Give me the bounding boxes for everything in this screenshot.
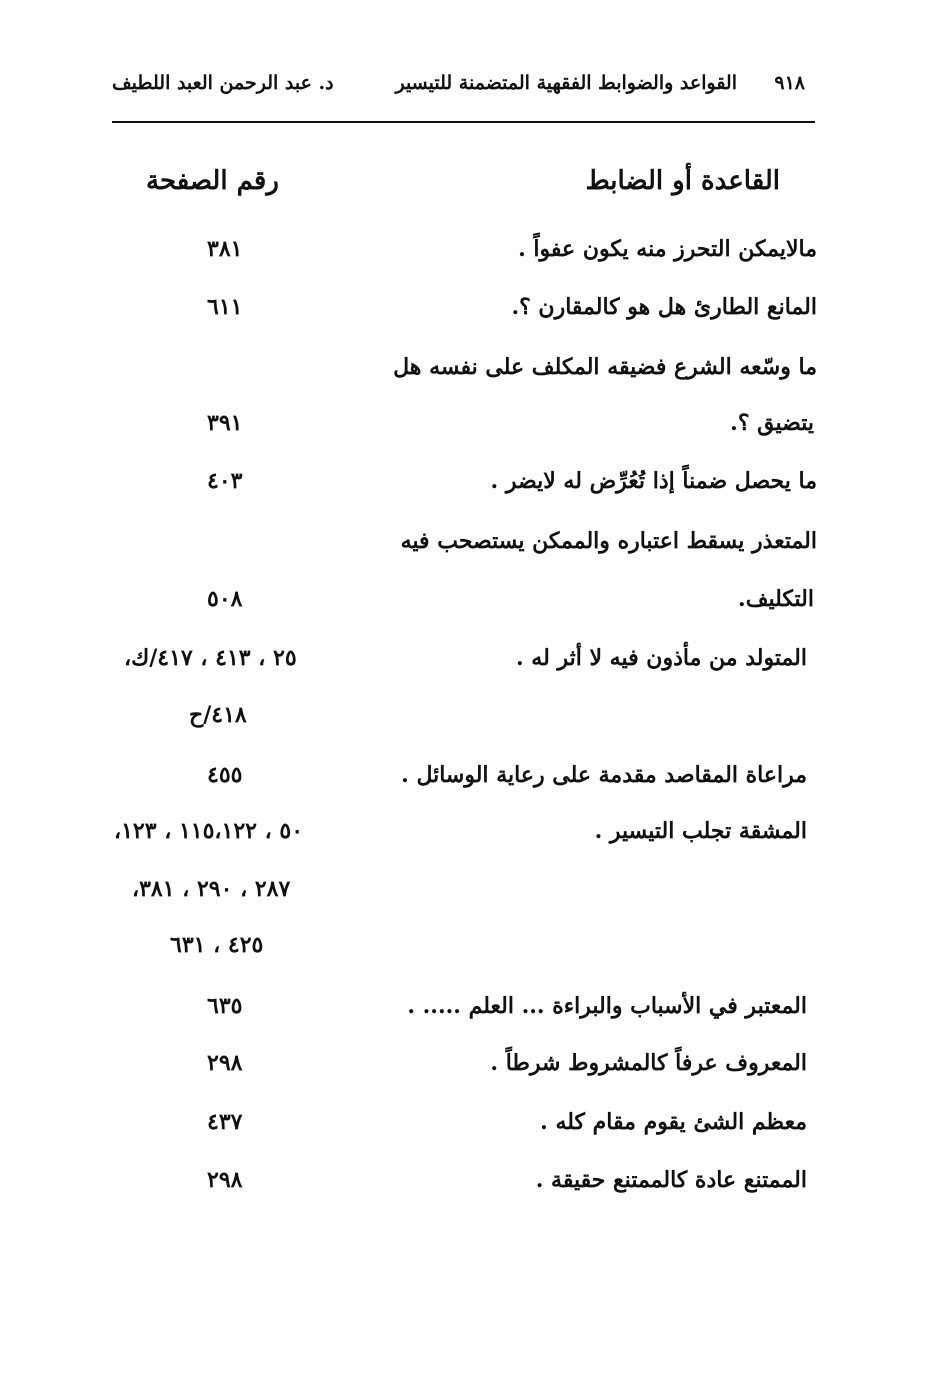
entry-pages: ٤٥٥ [207, 762, 243, 788]
entry-rule: الممتنع عادة كالممتنع حقيقة . [535, 1167, 807, 1193]
entry-pages: ٣٨١ [207, 236, 243, 262]
entry-rule: المتعذر يسقط اعتباره والممكن يستصحب فيه [400, 528, 817, 554]
page-column-heading: رقم الصفحة [146, 166, 279, 196]
entry-rule: المتولد من مأذون فيه لا أثر له . [515, 645, 807, 671]
entry-rule: يتضيق ؟. [730, 410, 814, 436]
entry-rule: المعروف عرفاً كالمشروط شرطاً . [490, 1050, 807, 1076]
entry-pages: ٥٠ ، ١١٥،١٢٢ ، ١٢٣، [114, 818, 304, 844]
entry-rule: ما وسّعه الشرع فضيقه المكلف على نفسه هل [393, 354, 817, 380]
entry-rule: معظم الشئ يقوم مقام كله . [540, 1109, 807, 1135]
entry-rule: التكليف. [738, 586, 814, 612]
entry-pages: ٢٥ ، ٤١٣ ، ٤١٧/ك، [124, 645, 297, 671]
rule-column-heading: القاعدة أو الضابط [585, 166, 780, 196]
page-number: ٩١٨ [774, 72, 805, 94]
entry-pages: ٤١٨/ح [189, 702, 247, 728]
entry-pages: ٤٣٧ [207, 1109, 243, 1135]
entry-pages: ٢٩٨ [207, 1167, 243, 1193]
entry-pages: ٥٠٨ [207, 586, 243, 612]
entry-rule: المعتبر في الأسباب والبراءة ... العلم ..... . [407, 993, 807, 1019]
entry-pages: ٣٩١ [207, 410, 243, 436]
entry-pages: ٤٢٥ ، ٦٣١ [170, 932, 264, 958]
author-name: د. عبد الرحمن العبد اللطيف [112, 72, 334, 94]
entry-rule: مراعاة المقاصد مقدمة على رعاية الوسائل . [401, 762, 807, 788]
running-header [112, 72, 815, 106]
entry-rule: المانع الطارئ هل هو كالمقارن ؟. [511, 294, 817, 320]
entry-pages: ٤٠٣ [207, 468, 243, 494]
entry-rule: ما يحصل ضمناً إذا تُعُرِّض له لايضر . [490, 468, 817, 494]
entry-pages: ٦١١ [207, 294, 243, 320]
header-divider [112, 121, 815, 123]
entry-pages: ٢٩٨ [207, 1050, 243, 1076]
entry-rule: مالايمكن التحرز منه يكون عفواً . [518, 236, 817, 262]
entry-pages: ٦٣٥ [207, 993, 243, 1019]
book-title: القواعد والضوابط الفقهية المتضمنة للتيسير [395, 72, 737, 94]
entry-pages: ٢٨٧ ، ٢٩٠ ، ٣٨١، [132, 876, 291, 902]
entry-rule: المشقة تجلب التيسير . [594, 818, 807, 844]
